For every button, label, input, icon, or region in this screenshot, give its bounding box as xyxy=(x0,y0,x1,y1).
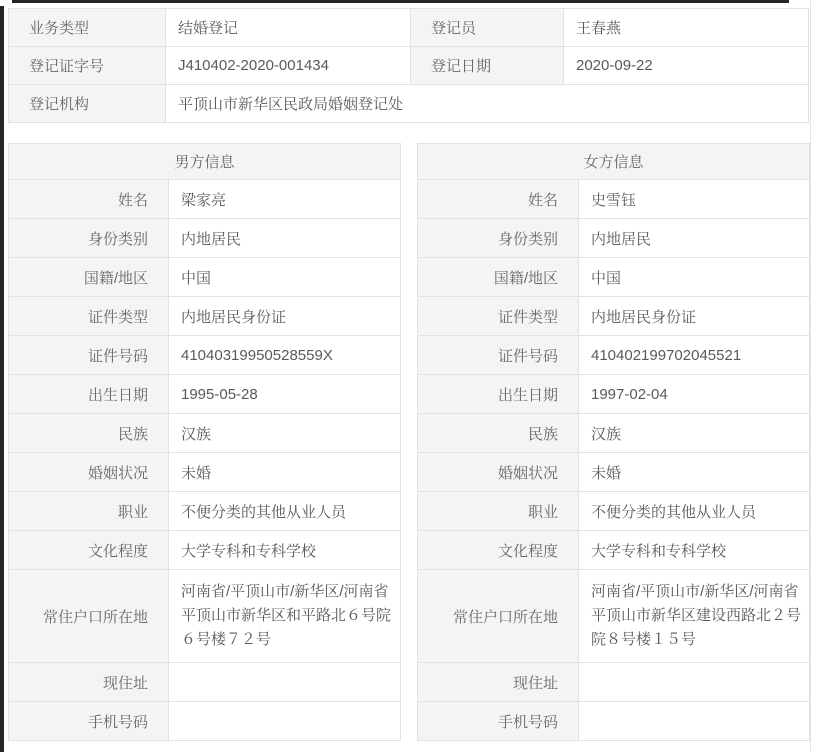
field-value: 内地居民身份证 xyxy=(579,297,810,336)
table-row xyxy=(9,663,401,702)
field-label: 证件号码 xyxy=(418,336,579,375)
field-label: 现住址 xyxy=(9,663,169,702)
table-row xyxy=(418,336,810,375)
field-value: 41040319950528559X xyxy=(169,336,401,375)
field-label: 证件类型 xyxy=(418,297,579,336)
field-label: 证件类型 xyxy=(9,297,169,336)
field-value: 内地居民 xyxy=(169,219,401,258)
field-label: 民族 xyxy=(9,414,169,453)
field-value: 史雪钰 xyxy=(579,180,810,219)
table-row xyxy=(9,47,809,85)
table-row xyxy=(9,414,401,453)
field-label: 婚姻状况 xyxy=(418,453,579,492)
field-label: 常住户口所在地 xyxy=(418,570,579,663)
table-row xyxy=(418,702,810,741)
table-row xyxy=(418,663,810,702)
field-value: 2020-09-22 xyxy=(564,47,809,85)
screenshot-edge-artifact-right xyxy=(810,0,811,752)
field-label: 常住户口所在地 xyxy=(9,570,169,663)
field-label: 姓名 xyxy=(418,180,579,219)
field-label: 登记日期 xyxy=(411,47,564,85)
field-label: 国籍/地区 xyxy=(418,258,579,297)
field-value: 未婚 xyxy=(169,453,401,492)
table-row xyxy=(418,219,810,258)
table-row xyxy=(9,492,401,531)
table-row xyxy=(9,180,401,219)
table-header-row xyxy=(418,144,810,180)
field-label: 登记证字号 xyxy=(9,47,166,85)
field-label: 出生日期 xyxy=(9,375,169,414)
field-value: J410402-2020-001434 xyxy=(166,47,411,85)
screenshot-edge-artifact-top xyxy=(12,0,789,3)
field-label: 手机号码 xyxy=(9,702,169,741)
field-value: 汉族 xyxy=(169,414,401,453)
field-value: 410402199702045521 xyxy=(579,336,810,375)
field-value: 大学专科和专科学校 xyxy=(169,531,401,570)
table-header-row xyxy=(9,144,401,180)
table-row xyxy=(9,219,401,258)
field-value xyxy=(169,702,401,741)
field-value: 未婚 xyxy=(579,453,810,492)
field-label: 婚姻状况 xyxy=(9,453,169,492)
field-value: 不便分类的其他从业人员 xyxy=(579,492,810,531)
field-value: 王春燕 xyxy=(564,9,809,47)
table-row xyxy=(9,9,809,47)
field-value: 内地居民 xyxy=(579,219,810,258)
table-row xyxy=(9,375,401,414)
table-row xyxy=(9,570,401,663)
field-value: 梁家亮 xyxy=(169,180,401,219)
field-label: 身份类别 xyxy=(418,219,579,258)
table-row xyxy=(418,297,810,336)
screenshot-edge-artifact-left xyxy=(0,6,4,752)
field-value: 中国 xyxy=(579,258,810,297)
field-value: 内地居民身份证 xyxy=(169,297,401,336)
section-title: 男方信息 xyxy=(9,144,401,180)
field-label: 文化程度 xyxy=(418,531,579,570)
field-label: 国籍/地区 xyxy=(9,258,169,297)
field-label: 出生日期 xyxy=(418,375,579,414)
field-label: 身份类别 xyxy=(9,219,169,258)
female-info-table xyxy=(417,143,810,741)
table-row xyxy=(418,258,810,297)
registration-summary-table xyxy=(8,8,809,123)
field-value: 平顶山市新华区民政局婚姻登记处 xyxy=(166,85,809,123)
table-row xyxy=(418,375,810,414)
field-label: 证件号码 xyxy=(9,336,169,375)
table-row xyxy=(9,336,401,375)
field-label: 姓名 xyxy=(9,180,169,219)
table-row xyxy=(9,702,401,741)
table-row xyxy=(9,85,809,123)
field-value: 1995-05-28 xyxy=(169,375,401,414)
field-value: 大学专科和专科学校 xyxy=(579,531,810,570)
field-label: 职业 xyxy=(9,492,169,531)
field-label: 手机号码 xyxy=(418,702,579,741)
table-row xyxy=(9,531,401,570)
field-value: 1997-02-04 xyxy=(579,375,810,414)
field-value: 结婚登记 xyxy=(166,9,411,47)
field-value xyxy=(169,663,401,702)
table-row xyxy=(418,414,810,453)
field-value: 河南省/平顶山市/新华区/河南省平顶山市新华区建设西路北２号院８号楼１５号 xyxy=(579,570,810,663)
table-row xyxy=(418,492,810,531)
field-label: 职业 xyxy=(418,492,579,531)
field-value xyxy=(579,702,810,741)
field-value: 汉族 xyxy=(579,414,810,453)
field-value xyxy=(579,663,810,702)
table-row xyxy=(9,258,401,297)
field-value: 不便分类的其他从业人员 xyxy=(169,492,401,531)
table-row xyxy=(418,180,810,219)
field-value: 河南省/平顶山市/新华区/河南省平顶山市新华区和平路北６号院６号楼７２号 xyxy=(169,570,401,663)
field-label: 登记机构 xyxy=(9,85,166,123)
field-value: 中国 xyxy=(169,258,401,297)
table-row xyxy=(9,297,401,336)
table-row xyxy=(418,531,810,570)
table-row xyxy=(418,453,810,492)
field-label: 现住址 xyxy=(418,663,579,702)
field-label: 业务类型 xyxy=(9,9,166,47)
field-label: 登记员 xyxy=(411,9,564,47)
table-row xyxy=(418,570,810,663)
field-label: 文化程度 xyxy=(9,531,169,570)
male-info-table xyxy=(8,143,401,741)
table-row xyxy=(9,453,401,492)
section-title: 女方信息 xyxy=(418,144,810,180)
field-label: 民族 xyxy=(418,414,579,453)
